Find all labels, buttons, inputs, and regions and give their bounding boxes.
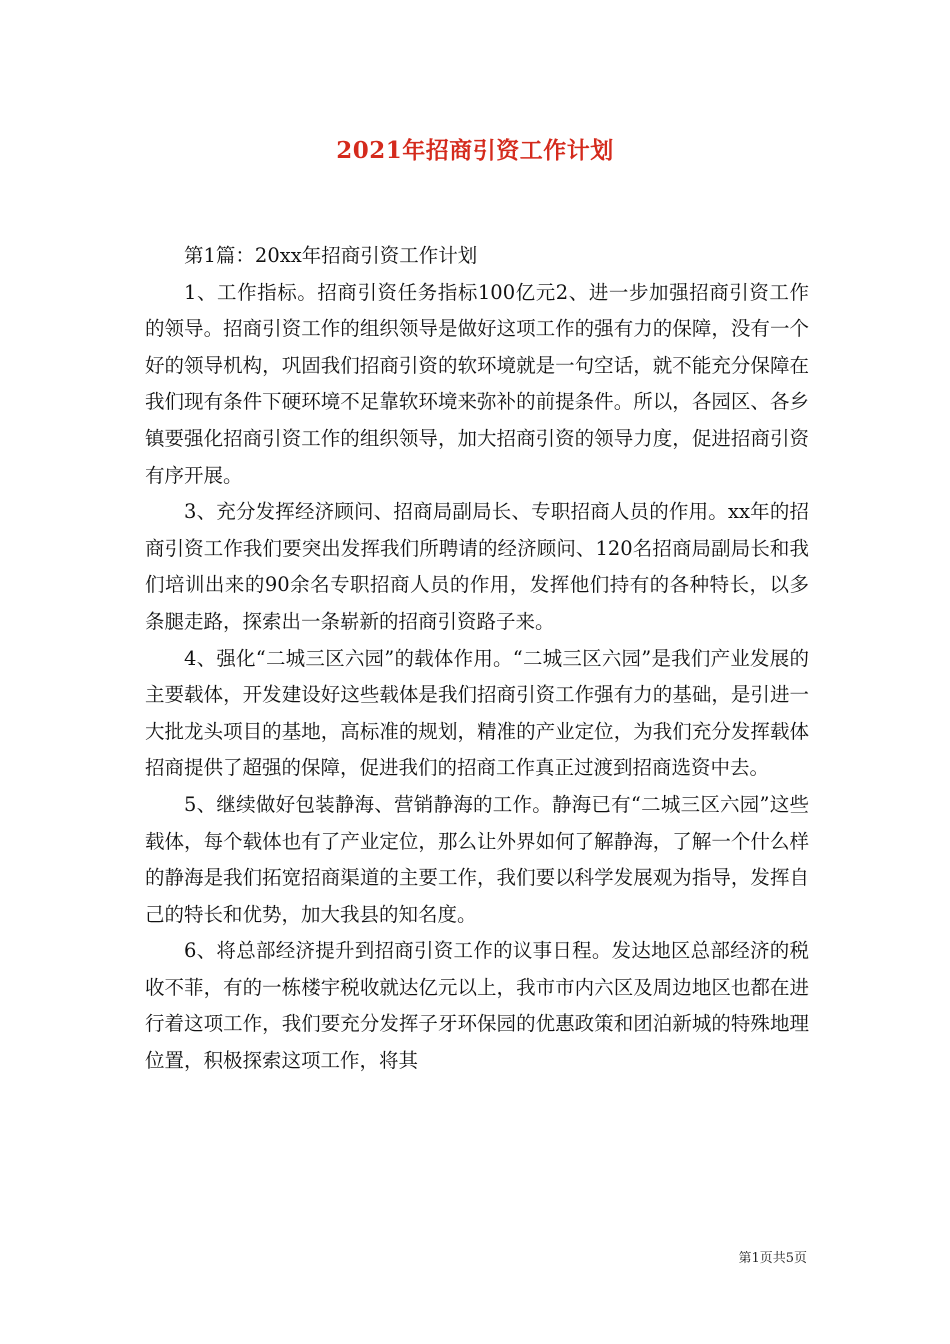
paragraph-3: 4、强化“二城三区六园”的载体作用。“二城三区六园”是我们产业发展的主要载体，开发建设好这些载体是我们招商引资工作强有力的基础，是引进一大批龙头项目的基地，高标准的规划，精准的产业定位，为我们充分发挥载体招商提供了超强的保障，促进我们的招商工作真正过渡到招商选资中去。: [145, 646, 809, 780]
paragraph-1: 1、工作指标。招商引资任务指标100亿元2、进一步加强招商引资工作的领导。招商引资工作的组织领导是做好这项工作的强有力的保障，没有一个好的领导机构，巩固我们招商引资的软环境就是一句空话，就不能充分保障在我们现有条件下硬环境不足靠软环境来弥补的前提条件。所以，各园区、各乡镇要强化招商引资工作的组织领导，加大招商引资的领导力度，促进招商引资有序开展。: [145, 280, 809, 487]
paragraph-4: 5、继续做好包装静海、营销静海的工作。静海已有“二城三区六园”这些载体，每个载体也有了产业定位，那么让外界如何了解静海，了解一个什么样的静海是我们拓宽招商渠道的主要工作，我们要以科学发展观为指导，发挥自己的特长和优势，加大我县的知名度。: [145, 792, 809, 926]
document-title: 2021年招商引资工作计划: [336, 137, 614, 164]
document-body: [145, 238, 809, 1080]
paragraph-5: 6、将总部经济提升到招商引资工作的议事日程。发达地区总部经济的税收不菲，有的一栋楼宇税收就达亿元以上，我市市内六区及周边地区也都在进行着这项工作，我们要充分发挥子牙环保园的优惠政策和团泊新城的特殊地理位置，积极探索这项工作，将其: [145, 939, 809, 1073]
page-number-footer: 第1页共5页: [738, 1251, 807, 1266]
paragraph-2: 3、充分发挥经济顾问、招商局副局长、专职招商人员的作用。xx年的招商引资工作我们要突出发挥我们所聘请的经济顾问、120名招商局副局长和我们培训出来的90余名专职招商人员的作用，发挥他们持有的各种特长，以多条腿走路，探索出一条崭新的招商引资路子来。: [145, 500, 809, 633]
section-subtitle: 第1篇：20xx年招商引资工作计划: [184, 244, 478, 267]
